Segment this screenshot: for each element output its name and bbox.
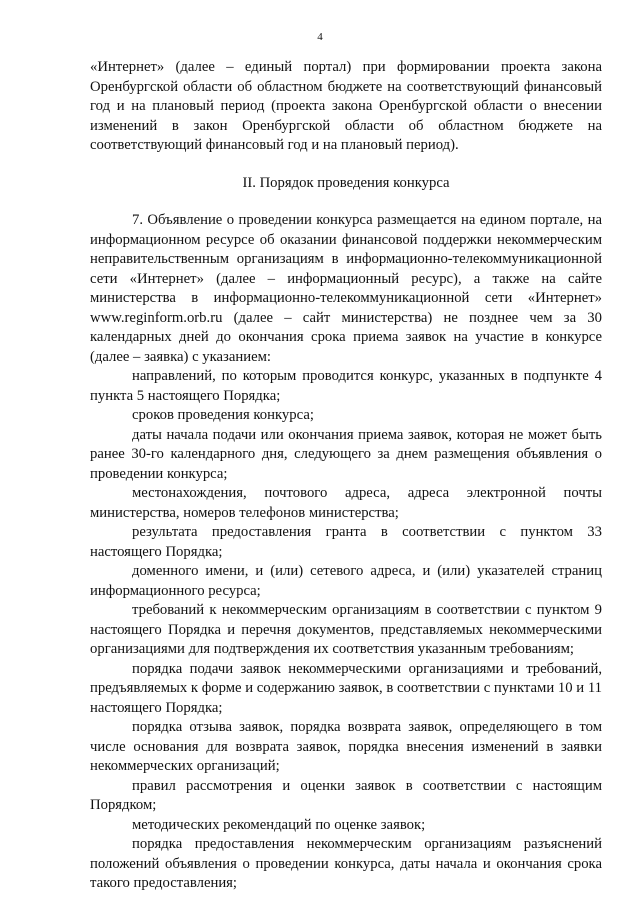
list-item: местонахождения, почтового адреса, адреса электронной почты министерства, номеров телефонов министерства; (90, 485, 602, 521)
list-item: сроков проведения конкурса; (132, 407, 314, 423)
section-heading: II. Порядок проведения конкурса (242, 174, 450, 191)
list-item: требований к некоммерческим организациям в соответствии с пунктом 9 настоящего Порядка и перечня документов, представляемых некоммерческими организациями для подтверждения их соответствия указанным требованиям; (90, 602, 602, 657)
list-item: доменного имени, и (или) сетевого адреса, и (или) указателей страниц информационного ресурса; (90, 563, 602, 599)
list-item: порядка отзыва заявок, порядка возврата заявок, определяющего в том числе основания для возврата заявок, порядка внесения изменений в заявки некоммерческих организаций; (90, 719, 602, 774)
list-item: даты начала подачи или окончания приема заявок, которая не может быть ранее 30-го календарного дня, следующего за днем размещения объявления о проведении конкурса; (90, 426, 602, 482)
list-item: результата предоставления гранта в соответствии с пунктом 33 настоящего Порядка; (90, 524, 602, 560)
list-item: порядка подачи заявок некоммерческими организациями и требований, предъявляемых к форме и содержанию заявок, в соответствии с пунктами 10 и 11 настоящего Порядка; (90, 660, 602, 716)
intro-paragraph: «Интернет» (далее – единый портал) при формировании проекта закона Оренбургской области об областном бюджете на соответствующий финансовый год и на плановый период (проекта закона Оренбургской области о внесении изменений в закон Оренбургской области об областном бюджете на соответствующий финансовый год и на плановый период). (90, 59, 602, 153)
paragraph-7: 7. Объявление о проведении конкурса размещается на едином портале, на информационном ресурсе об оказании финансовой поддержки некоммерческим неправительственным организациям в информационно-телекоммуникационной сети «Интернет» (далее – информационный ресурс), а также на сайте министерства в информационно-телекоммуникационной сети «Интернет» www.reginform.orb.ru (далее – сайт министерства) не позднее чем за 30 календарных дней до окончания срока приема заявок на участие в конкурсе (далее – заявка) с указанием: (90, 212, 602, 365)
list-item: порядка предоставления некоммерческим организациям разъяснений положений объявления о проведении конкурса, даты начала и окончания срока такого предоставления; (90, 836, 602, 891)
list-item: правил рассмотрения и оценки заявок в соответствии с настоящим Порядком; (90, 777, 602, 813)
page-number: 4 (317, 31, 323, 43)
document-body (90, 58, 602, 894)
list-item: направлений, по которым проводится конкурс, указанных в подпункте 4 пункта 5 настоящего Порядка; (90, 368, 602, 404)
list-item: методических рекомендаций по оценке заявок; (132, 816, 426, 833)
